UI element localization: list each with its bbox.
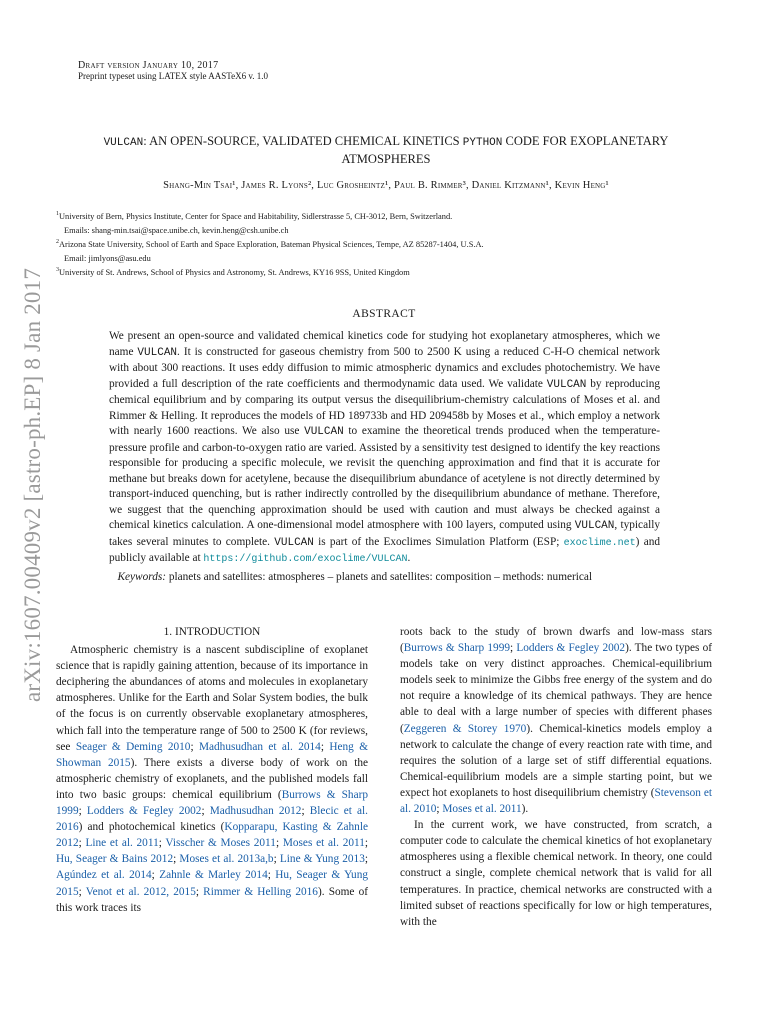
abstract-heading: ABSTRACT — [352, 308, 416, 320]
citation-link[interactable]: Stevenson et al. 2010 — [400, 786, 712, 816]
citation-link[interactable]: Venot et al. 2012, 2015 — [85, 885, 196, 898]
citation-link[interactable]: Burrows & Sharp 1999 — [403, 642, 510, 655]
citation-link[interactable]: Rimmer & Helling 2016 — [203, 885, 318, 898]
citation-link[interactable]: Seager & Deming 2010 — [75, 740, 191, 753]
citation-link[interactable]: Heng & Showman 2015 — [56, 740, 368, 769]
title-part-1: : AN OPEN-SOURCE, VALIDATED CHEMICAL KINETICS — [143, 134, 463, 148]
citation-link[interactable]: Kopparapu, Kasting & Zahnle 2012 — [56, 821, 368, 850]
intro-paragraph-1: Atmospheric chemistry is a nascent subdiscipline of exoplanet science that is rapidly gaining attention, because of its importance in deciphering the abundances of atoms and molecules in exoplanetary atmospheres. Unlike for the Earth and Solar System bodies, the bulk of the focus is on currently observable exoplanetary atmospheres, which fall into the temperature range of 500 to 2500 K (for reviews, see Seager & Deming 2010; Madhusudhan et al. 2014; Heng & Showman 2015). There exists a diverse body of work on the atmospheric chemistry of exoplanets, and the published models fall into two basic groups: chemical equilibrium (Burrows & Sharp 1999; Lodders & Fegley 2002; Madhusudhan 2012; Blecic et al. 2016) and photochemical kinetics (Kopparapu, Kasting & Zahnle 2012; Line et al. 2011; Visscher & Moses 2011; Moses et al. 2011; Hu, Seager & Bains 2012; Moses et al. 2013a,b; Line & Yung 2013; Agúndez et al. 2014; Zahnle & Marley 2014; Hu, Seager & Yung 2015; Venot et al. 2012, 2015; Rimmer & Helling 2016). Some of this work traces its — [56, 644, 369, 914]
arxiv-identifier-text: arXiv:1607.00409v2 [astro-ph.EP] 8 Jan 2017 — [20, 267, 45, 703]
preprint-header — [78, 60, 268, 82]
citation-link[interactable]: Zahnle & Marley 2014 — [159, 869, 268, 882]
paper-title — [90, 133, 682, 167]
github-link[interactable]: https://github.com/exoclime/VULCAN — [203, 554, 408, 565]
intro-paragraph-2: In the current work, we have constructed, from scratch, a computer code to calculate the chemical kinetics of hot exoplanetary atmospheres using a flexible chemical network. In theory, one could construct a single, complete chemical network that is valid for all temperatures. In practice, chemical networks are constructed with a limited subset of reactions specifically for low or high temperatures, with the — [400, 819, 712, 928]
citation-link[interactable]: Lodders & Fegley 2002 — [86, 805, 202, 818]
keywords-label: Keywords: — [117, 570, 167, 583]
citation-link[interactable]: Agúndez et al. 2014 — [56, 869, 152, 882]
citation-link[interactable]: Moses et al. 2011 — [282, 837, 365, 850]
affiliation-2: $^2$Arizona State University, School of Earth and Space Exploration, Bateman Physical Sciences, Tempe, AZ 85287-1404, U.S.A. — [56, 239, 484, 249]
keywords-text: planets and satellites: atmospheres – planets and satellites: composition – methods: numerical — [166, 570, 593, 583]
title-python-word: PYTHON — [462, 137, 503, 149]
title-line-2: ATMOSPHERES — [341, 152, 431, 166]
affiliation-list — [56, 210, 716, 280]
title-code-name: VULCAN — [103, 137, 144, 149]
author-list: Shang-Min Tsai¹, James R. Lyons², Luc Grosheintz¹, Paul B. Rimmer³, Daniel Kitzmann¹, Kevin Heng¹ — [163, 180, 609, 191]
abstract-text: We present an open-source and validated chemical kinetics code for studying hot exoplanetary atmospheres, which we name VULCAN. It is constructed for gaseous chemistry from 500 to 2500 K using a reduced C-H-O chemical network with about 300 reactions. It uses eddy diffusion to mimic atmospheric dynamics and excludes photochemistry. We have provided a full description of the rate coefficients and thermodynamic data used. We validate VULCAN by reproducing chemical equilibrium and by comparing its output versus the disequilibrium-chemistry calculations of Moses et al. and Rimmer & Helling. It reproduces the models of HD 189733b and HD 209458b by Moses et al., which employ a network with nearly 1600 reactions. We also use VULCAN to examine the theoretical trends produced when the temperature-pressure profile and carbon-to-oxygen ratio are varied. Assisted by a sensitivity test designed to identify the key reactions responsible for producing a specific molecule, we revisit the quenching approximation and find that it is accurate for methane but breaks down for acetylene, because the disequilibrium abundance of acetylene is not directly determined by transport-induced quenching, but is rather indirectly controlled by the disequilibrium abundance of methane. Therefore, we suggest that the quenching approximation should be used with caution and must always be checked against a chemical kinetics calculation. A one-dimensional model atmosphere with 100 layers, computed using VULCAN, typically takes several minutes to complete. VULCAN is part of the Exoclimes Simulation Platform (ESP; exoclime.net) and publicly available at https://github.com/exoclime/VULCAN. — [109, 330, 661, 565]
affiliation-1: $^1$University of Bern, Physics Institute, Center for Space and Habitability, Sidlerstrasse 5, CH-3012, Bern, Switzerland. — [56, 211, 453, 221]
citation-link[interactable]: Visscher & Moses 2011 — [165, 837, 276, 850]
draft-version-line: Draft version January 10, 2017 — [78, 60, 219, 71]
right-column — [400, 624, 712, 930]
exoclime-link[interactable]: exoclime.net — [563, 537, 636, 549]
citation-link[interactable]: Madhusudhan et al. 2014 — [198, 740, 321, 753]
title-part-2: CODE FOR EXOPLANETARY — [502, 134, 669, 148]
citation-link[interactable]: Hu, Seager & Bains 2012 — [56, 853, 174, 866]
keywords-line — [109, 570, 660, 586]
citation-link[interactable]: Burrows & Sharp 1999 — [56, 788, 369, 818]
arxiv-identifier-stamp — [18, 230, 48, 740]
citation-link[interactable]: Moses et al. 2011 — [442, 803, 522, 816]
citation-link[interactable]: Hu, Seager & Yung 2015 — [56, 869, 369, 898]
citation-link[interactable]: Blecic et al. 2016 — [56, 805, 369, 834]
citation-link[interactable]: Line & Yung 2013 — [279, 853, 365, 866]
abstract-body — [109, 329, 660, 585]
citation-link[interactable]: Zeggeren & Storey 1970 — [403, 722, 527, 735]
section-heading-introduction: 1. INTRODUCTION — [163, 626, 261, 638]
citation-link[interactable]: Lodders & Fegley 2002 — [516, 642, 626, 655]
citation-link[interactable]: Madhusudhan 2012 — [209, 805, 302, 818]
affiliation-1-emails: Emails: shang-min.tsai@space.unibe.ch, kevin.heng@csh.unibe.ch — [64, 226, 289, 235]
intro-paragraph-1-continued: roots back to the study of brown dwarfs and low-mass stars (Burrows & Sharp 1999; Lodders & Fegley 2002). The two types of models take on very distinct approaches. Chemical-equilibrium models seek to minimize the Gibbs free energy of the system and do not require a knowledge of its chemical pathways. They are hence able to deal with a large number of species with different phases (Zeggeren & Storey 1970). Chemical-kinetics models employ a network to calculate the change of every reaction rate with time, and requires the solution of a large set of stiff differential equations. Chemical-equilibrium models are a simple starting point, but we expect hot exoplanets to host disequilibrium chemistry (Stevenson et al. 2010; Moses et al. 2011). — [400, 626, 713, 816]
citation-link[interactable]: Moses et al. 2013a,b — [179, 853, 274, 866]
affiliation-3: $^3$University of St. Andrews, School of Physics and Astronomy, St. Andrews, KY16 9SS, United Kingdom — [56, 267, 410, 277]
affiliation-2-email: Email: jimlyons@asu.edu — [64, 254, 151, 263]
left-column — [56, 624, 368, 916]
preprint-typeset-line: Preprint typeset using LATEX style AASTeX6 v. 1.0 — [78, 71, 269, 81]
citation-link[interactable]: Line et al. 2011 — [85, 837, 159, 850]
